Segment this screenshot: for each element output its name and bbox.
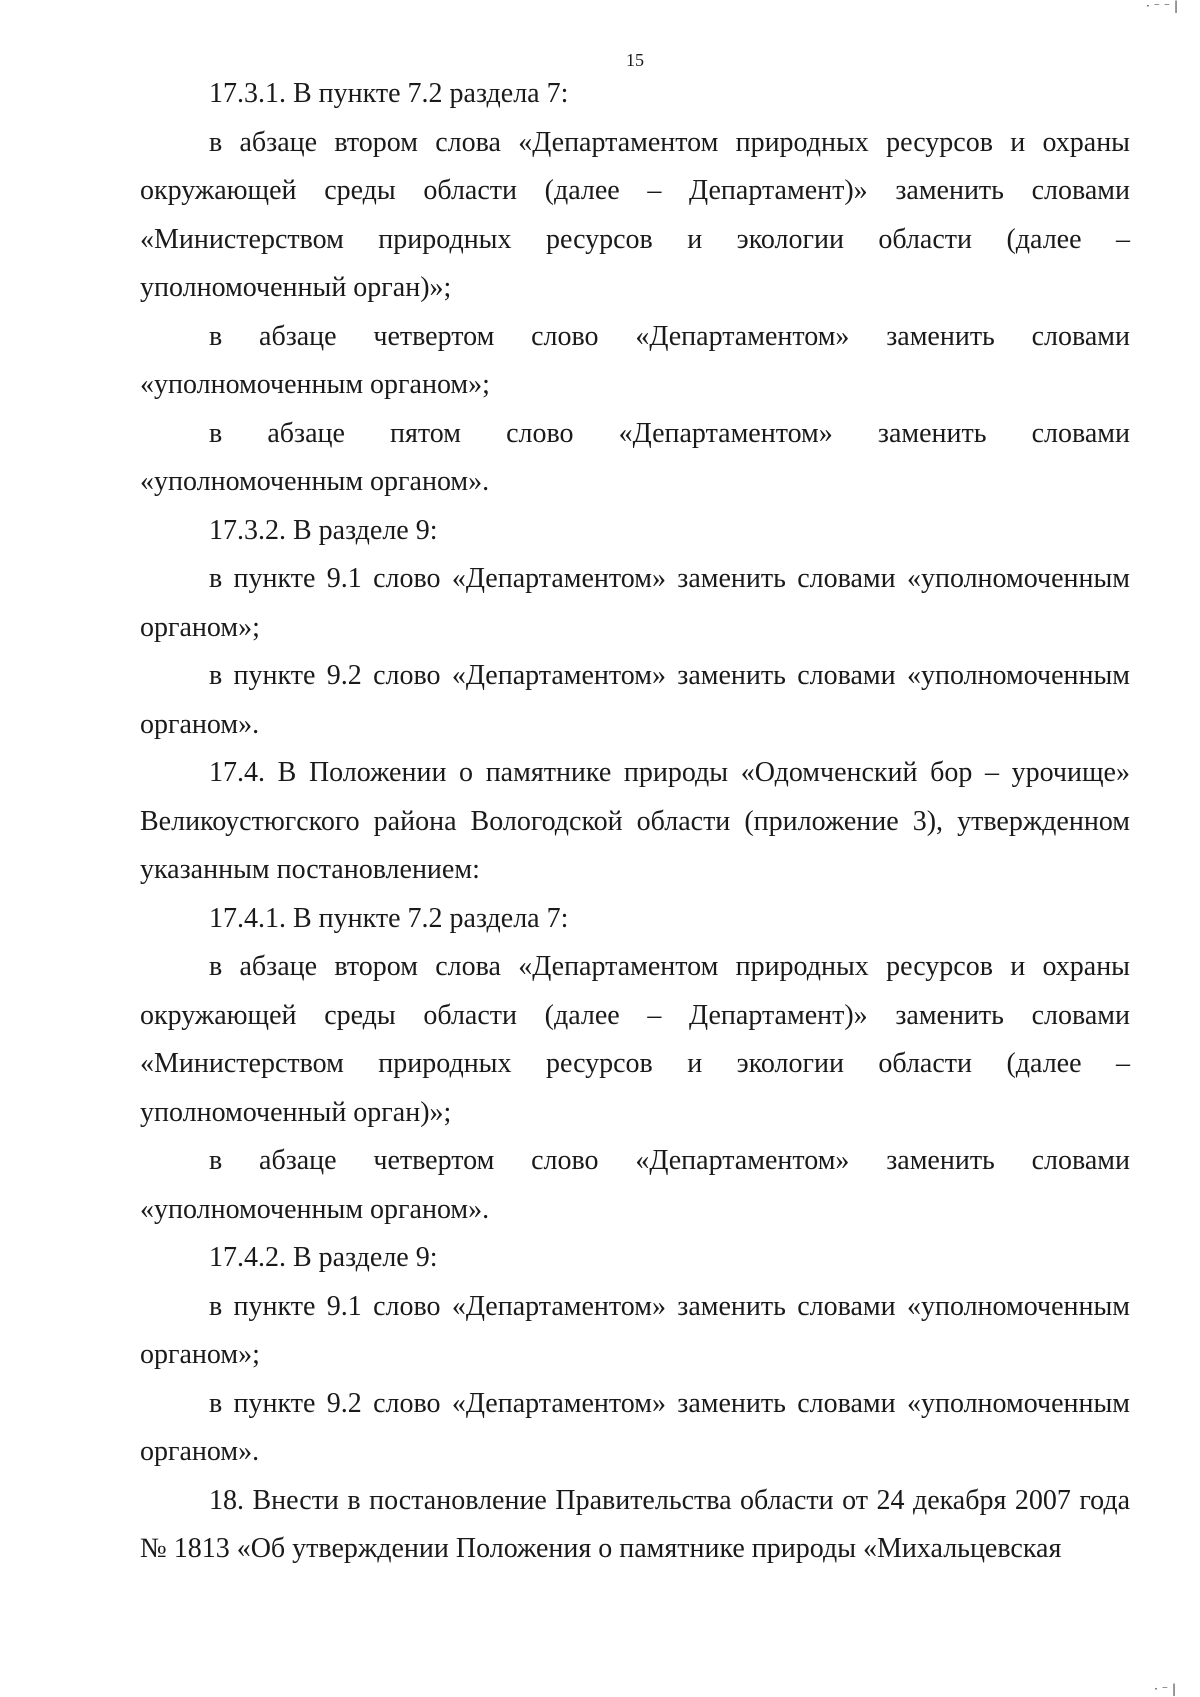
paragraph: в абзаце втором слова «Департаментом природных ресурсов и охраны окружающей среды области (далее – Департамент)» заменить словами «Министерством природных ресурсов и экологии области (далее – уполномоченный орган)»; xyxy=(140,126,1130,303)
paragraph: 17.4.2. В разделе 9: xyxy=(209,1242,438,1273)
paragraph: 17.4.1. В пункте 7.2 раздела 7: xyxy=(209,902,569,934)
scan-edge-mark: · ⁻ | xyxy=(1154,1682,1176,1696)
paragraph: 17.3.1. В пункте 7.2 раздела 7: xyxy=(209,78,569,109)
paragraph: в абзаце пятом слово «Департаментом» заменить словами «уполномоченным органом». xyxy=(140,417,1130,497)
paragraph: в абзаце четвертом слово «Департаментом» заменить словами «уполномоченным органом»; xyxy=(140,320,1130,400)
paragraph: в пункте 9.1 слово «Департаментом» заменить словами «уполномоченным органом»; xyxy=(140,563,1130,643)
paragraph: 17.4. В Положении о памятнике природы «Одомченский бор – урочище» Великоустюгского района Вологодской области (приложение 3), утвержденном указанным постановлением: xyxy=(140,757,1130,885)
scan-edge-mark: · ⁻ ⁻ | xyxy=(1146,0,1178,13)
paragraph: в пункте 9.2 слово «Департаментом» заменить словами «уполномоченным органом». xyxy=(140,660,1130,740)
paragraph: 17.3.2. В разделе 9: xyxy=(209,514,438,546)
paragraph: в абзаце втором слова «Департаментом природных ресурсов и охраны окружающей среды области (далее – Департамент)» заменить словами «Министерством природных ресурсов и экологии области (далее – уполномоченный орган)»; xyxy=(140,951,1130,1128)
paragraph: 18. Внести в постановление Правительства области от 24 декабря 2007 года № 1813 «Об утверждении Положения о памятнике природы «Михальцевская xyxy=(140,1484,1130,1564)
paragraph: в пункте 9.1 слово «Департаментом» заменить словами «уполномоченным органом»; xyxy=(140,1290,1130,1370)
paragraph: в пункте 9.2 слово «Департаментом» заменить словами «уполномоченным органом». xyxy=(140,1387,1130,1467)
document-body xyxy=(140,70,1130,1574)
paragraph: в абзаце четвертом слово «Департаментом» заменить словами «уполномоченным органом». xyxy=(140,1145,1130,1225)
page-number: 15 xyxy=(626,50,644,70)
